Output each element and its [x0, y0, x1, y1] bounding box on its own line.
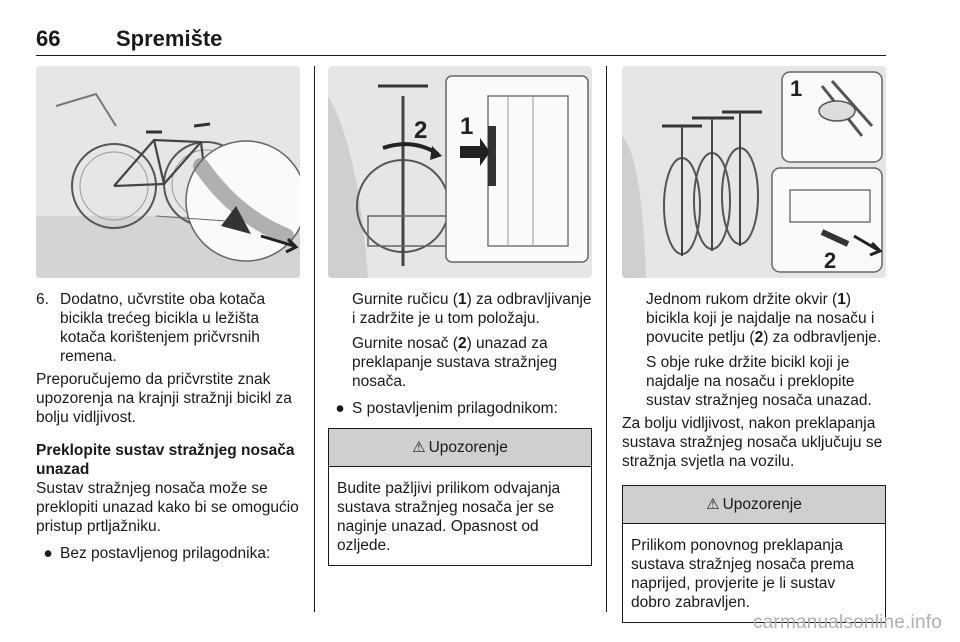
instruction-1: Gurnite ručicu (1) za odbravljivanje i zadržite je u tom položaju.: [352, 291, 592, 327]
unlock-loop-illustration: [622, 66, 886, 278]
figure-label-1: 1: [790, 76, 803, 101]
figure-label-2: 2: [824, 248, 837, 273]
recommendation-text: Preporučujemo da pričvrstite znak upozorenja na krajnji stražnji bicikl za bolju vidljivost.: [36, 371, 292, 426]
warning-title: Upozorenje: [428, 439, 508, 456]
column-1: [36, 66, 300, 563]
warning-header: [329, 429, 591, 467]
warning-box: [622, 485, 886, 623]
bullet-dot-icon: ●: [43, 545, 53, 562]
watermark: carmanualsonline.info: [752, 612, 942, 633]
bullet-text: S postavljenim prilagodnikom:: [352, 400, 558, 417]
ref-number: 2: [457, 335, 467, 352]
column-2: [328, 66, 592, 566]
chapter-title: Spremište: [116, 26, 223, 51]
warning-box: [328, 428, 592, 566]
ref-number: 1: [457, 291, 467, 308]
figure-label-1: 1: [460, 113, 474, 140]
bullet-item: [328, 399, 592, 418]
figure-fold-carrier: [328, 66, 592, 278]
warning-triangle-icon: ⚠: [412, 439, 426, 456]
section-body: Sustav stražnjeg nosača može se preklopiti unazad kako bi se omogućio pristup prtljažniku.: [36, 480, 299, 535]
warning-header: [623, 486, 885, 524]
ref-number: 1: [837, 291, 846, 308]
figure-unlock-loop: [622, 66, 886, 278]
bullet-dot-icon: ●: [335, 400, 345, 417]
fold-carrier-illustration: [328, 66, 592, 278]
column-divider: [606, 66, 607, 612]
instruction-2: Gurnite nosač (2) unazad za preklapanje sustava stražnjeg nosača.: [352, 335, 558, 390]
page-header: [36, 22, 886, 56]
visibility-text: Za bolju vidljivost, nakon preklapanja sustava stražnjeg nosača uključuju se stražnja svjetla na vozilu.: [622, 415, 883, 470]
ref-number: 2: [754, 329, 764, 346]
column-divider: [314, 66, 315, 612]
section-heading: Preklopite sustav stražnjeg nosača unazad: [36, 442, 295, 478]
warning-triangle-icon: ⚠: [706, 496, 720, 513]
warning-text: Prilikom ponovnog preklapanja sustava stražnjeg nosača prema naprijed, provjerite je li sustav dobro zabravljen.: [631, 537, 855, 611]
bullet-item: [36, 544, 300, 563]
warning-text: Budite pažljivi prilikom odvajanja sustava stražnjeg nosača jer se naginje unazad. Opasnost od ozljede.: [337, 480, 561, 554]
page-number: 66: [36, 26, 61, 51]
warning-title: Upozorenje: [722, 496, 802, 513]
figure-label-2: 2: [414, 117, 428, 144]
column-3: [622, 66, 886, 623]
instruction-2: S obje ruke držite bicikl koji je najdalje na nosaču i preklopite sustav stražnjeg nosača unazad.: [646, 354, 872, 409]
step-6: [36, 290, 300, 366]
step-number: 6.: [36, 291, 49, 308]
bicycle-strap-illustration: [36, 66, 300, 278]
bullet-text: Bez postavljenog prilagodnika:: [60, 545, 271, 562]
instruction-1: Jednom rukom držite okvir (1) bicikla koji je najdalje na nosaču i povucite petlju (2) za odbravljenje.: [646, 291, 882, 346]
figure-strap-wheels: [36, 66, 300, 278]
step-text: Dodatno, učvrstite oba kotača bicikla trećeg bicikla u ležišta kotača korištenjem pričvrsnih remena.: [60, 291, 266, 365]
